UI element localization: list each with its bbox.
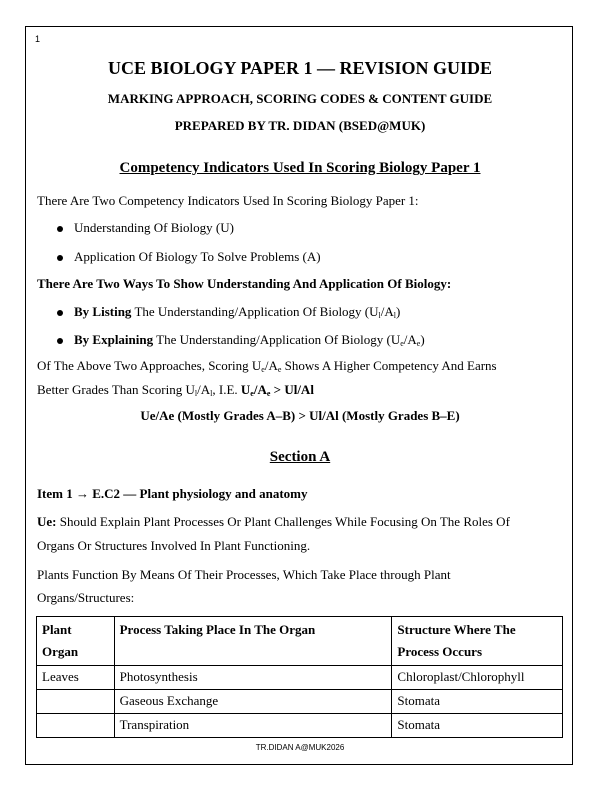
document-subtitle: MARKING APPROACH, SCORING CODES & CONTENT GUIDE bbox=[107, 91, 493, 106]
plants-line-1: Plants Function By Means Of Their Processes, Which Take Place through Plant bbox=[37, 567, 451, 582]
ue-line-2: Organs Or Structures Involved In Plant Functioning. bbox=[37, 538, 311, 553]
grade-formula: Ue/Ae (Mostly Grades A–B) > Ul/Al (Mostly Grades B–E) bbox=[140, 408, 460, 423]
table-row bbox=[37, 690, 563, 714]
header-plant-organ: Plant Organ bbox=[37, 617, 115, 666]
bullet-icon bbox=[57, 226, 63, 232]
table-cell: Gaseous Exchange bbox=[114, 690, 392, 714]
table-cell: Stomata bbox=[392, 690, 563, 714]
table-cell bbox=[37, 714, 115, 738]
plant-organs-table bbox=[36, 616, 563, 738]
ue-line-1: Ue: Should Explain Plant Processes Or Plant Challenges While Focusing On The Roles Of bbox=[37, 514, 510, 529]
bullet-icon bbox=[57, 310, 63, 316]
way-explaining: By Explaining The Understanding/Application Of Biology $(U_e/A_e)$ bbox=[74, 332, 425, 348]
table-cell: Transpiration bbox=[114, 714, 392, 738]
comparison-line-1: Of The Above Two Approaches, Scoring $U_e/A_e$ Shows A Higher Competency And Earns bbox=[37, 358, 497, 374]
competency-intro: There Are Two Competency Indicators Used In Scoring Biology Paper 1: bbox=[37, 193, 419, 208]
table-cell: Photosynthesis bbox=[114, 666, 392, 690]
page-number: 1 bbox=[35, 34, 41, 44]
document-title: UCE BIOLOGY PAPER 1 — REVISION GUIDE bbox=[107, 58, 493, 78]
indicator-understanding: Understanding Of Biology (U) bbox=[74, 220, 234, 235]
table-cell: Chloroplast/Chlorophyll bbox=[392, 666, 563, 690]
competency-heading: Competency Indicators Used In Scoring Biology Paper 1 bbox=[119, 160, 481, 176]
bullet-icon bbox=[57, 255, 63, 261]
ways-heading: There Are Two Ways To Show Understanding And Application Of Biology: bbox=[37, 276, 452, 291]
header-structure: Structure Where The Process Occurs bbox=[392, 617, 563, 666]
table-row bbox=[37, 714, 563, 738]
prepared-by: PREPARED BY TR. DIDAN (BSED@MUK) bbox=[174, 118, 426, 133]
plants-line-2: Organs/Structures: bbox=[37, 590, 135, 605]
section-heading: Section A bbox=[269, 449, 331, 465]
header-process: Process Taking Place In The Organ bbox=[114, 617, 392, 666]
page-footer: TR.DIDAN A@MUK2026 bbox=[255, 743, 345, 752]
table-cell: Leaves bbox=[37, 666, 115, 690]
indicator-application: Application Of Biology To Solve Problems (A) bbox=[74, 249, 321, 264]
table-header-row bbox=[37, 617, 563, 666]
table-cell: Stomata bbox=[392, 714, 563, 738]
way-listing: By Listing The Understanding/Application Of Biology $(U_l/A_l)$ bbox=[74, 304, 401, 320]
table-cell bbox=[37, 690, 115, 714]
table-row bbox=[37, 666, 563, 690]
bullet-icon bbox=[57, 338, 63, 344]
comparison-line-2: Better Grades Than Scoring $U_l/A_l$, I.E. $U_e/A_e > Ul/Al$ bbox=[37, 382, 314, 398]
item-title: Item 1 → E.C2 — Plant physiology and anatomy bbox=[37, 486, 308, 501]
